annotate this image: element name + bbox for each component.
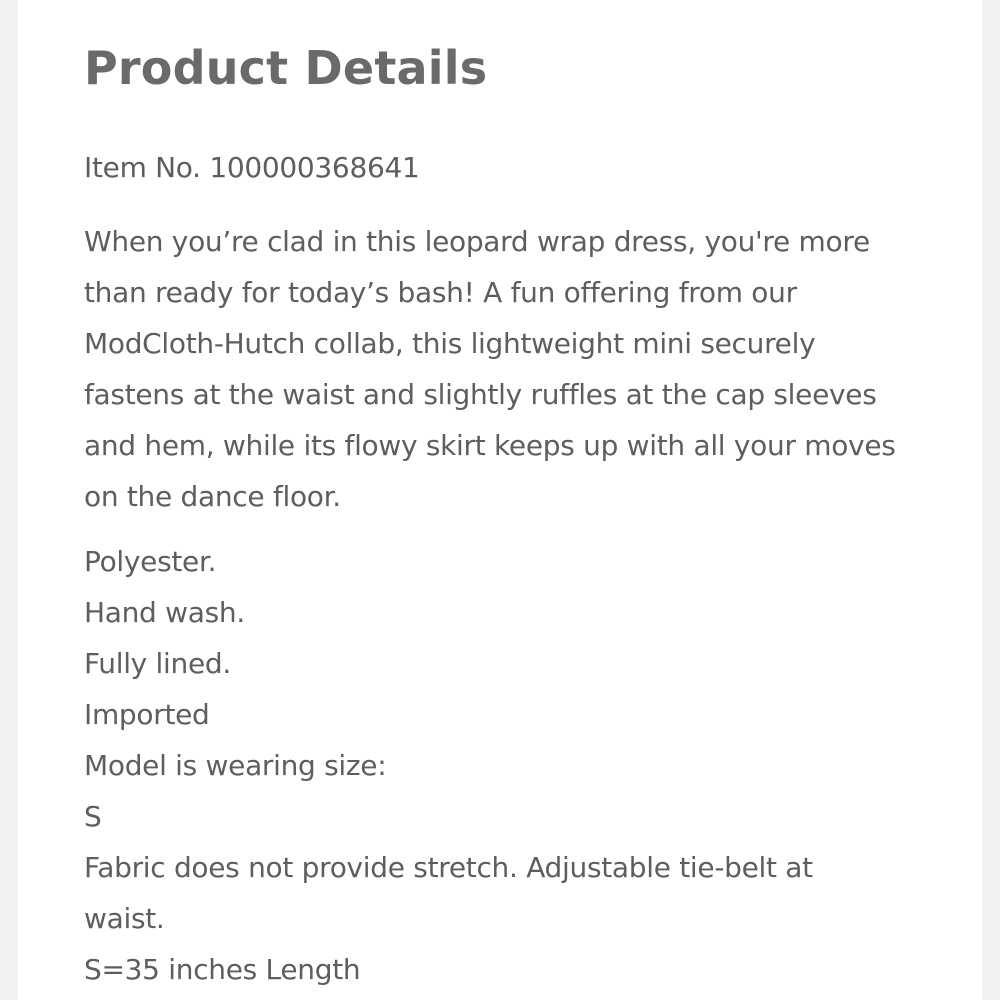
description-line: on the dance floor. bbox=[84, 480, 341, 513]
description-line: ModCloth-Hutch collab, this lightweight mini securely bbox=[84, 327, 816, 360]
spec-material: Polyester. bbox=[84, 545, 217, 578]
product-specs-list bbox=[84, 536, 954, 995]
spec-origin: Imported bbox=[84, 698, 210, 731]
product-description bbox=[84, 216, 954, 522]
item-number: Item No. 100000368641 bbox=[84, 151, 420, 184]
description-line: and hem, while its flowy skirt keeps up with all your moves bbox=[84, 429, 896, 462]
product-details-title: Product Details bbox=[84, 41, 488, 95]
spec-fit-note: Fabric does not provide stretch. Adjustable tie-belt at bbox=[84, 851, 813, 884]
description-line: than ready for today’s bash! A fun offering from our bbox=[84, 276, 797, 309]
spec-lining: Fully lined. bbox=[84, 647, 231, 680]
description-line: When you’re clad in this leopard wrap dress, you're more bbox=[84, 225, 870, 258]
spec-model-size-value: S bbox=[84, 800, 102, 833]
description-line: fastens at the waist and slightly ruffles at the cap sleeves bbox=[84, 378, 877, 411]
spec-care: Hand wash. bbox=[84, 596, 245, 629]
spec-model-size-label: Model is wearing size: bbox=[84, 749, 387, 782]
spec-fit-note-continued: waist. bbox=[84, 902, 165, 935]
spec-length: S=35 inches Length bbox=[84, 953, 361, 986]
product-details-panel bbox=[18, 0, 982, 1000]
product-details-content bbox=[84, 34, 954, 995]
